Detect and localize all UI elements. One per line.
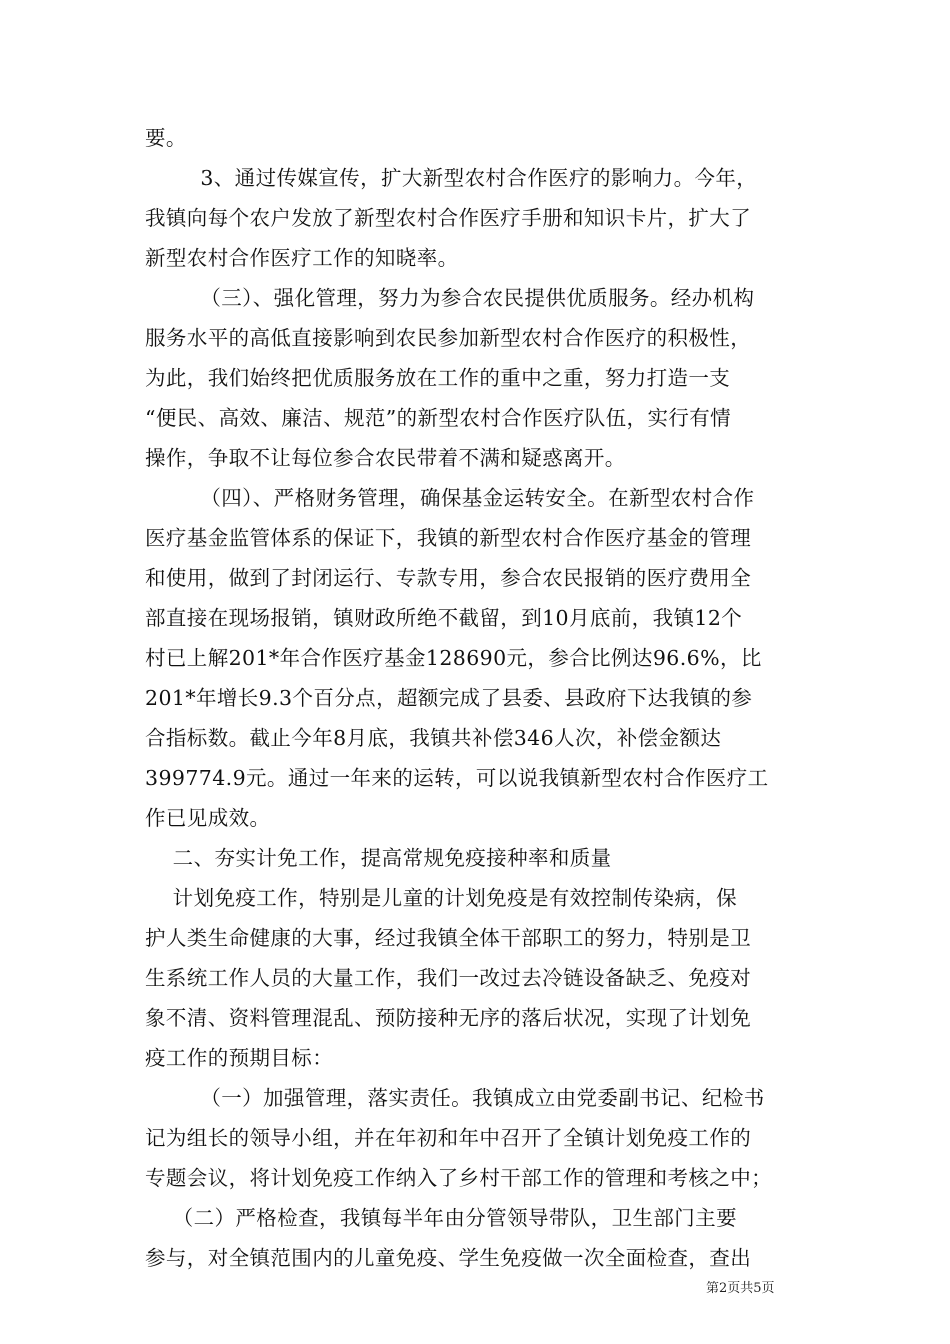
paragraph-line: 作已见成效。 (145, 806, 271, 830)
paragraph-line: 为此，我们始终把优质服务放在工作的重中之重，努力打造一支 (145, 366, 731, 390)
page-number: 第2页共5页 (706, 1281, 775, 1296)
paragraph-line: 村已上解201*年合作医疗基金128690元，参合比例达96.6%，比 (145, 646, 762, 670)
paragraph-line: （三）、强化管理，努力为参合农民提供优质服务。经办机构 (145, 286, 755, 310)
paragraph-line: 要。 (145, 126, 187, 150)
paragraph-line: 象不清、资料管理混乱、预防接种无序的落后状况，实现了计划免 (145, 1006, 752, 1030)
paragraph-line: 参与，对全镇范围内的儿童免疫、学生免疫做一次全面检查，查出 (145, 1246, 752, 1270)
paragraph-line: 我镇向每个农户发放了新型农村合作医疗手册和知识卡片，扩大了 (145, 206, 752, 230)
paragraph-line: 新型农村合作医疗工作的知晓率。 (145, 246, 459, 270)
paragraph-line: 3、通过传媒宣传，扩大新型农村合作医疗的影响力。今年， (145, 166, 758, 190)
paragraph-line: 疫工作的预期目标： (145, 1046, 334, 1070)
paragraph-line: （四）、严格财务管理，确保基金运转安全。在新型农村合作 (145, 486, 755, 510)
paragraph-line: “便民、高效、廉洁、规范”的新型农村合作医疗队伍，实行有情 (145, 406, 732, 430)
paragraph-line: 部直接在现场报销，镇财政所绝不截留，到10月底前，我镇12个 (145, 606, 743, 630)
paragraph-line: 201*年增长9.3个百分点，超额完成了县委、县政府下达我镇的参 (145, 686, 753, 710)
paragraph-line: 生系统工作人员的大量工作，我们一改过去冷链设备缺乏、免疫对 (145, 966, 752, 990)
paragraph-line: 合指标数。截止今年8月底，我镇共补偿346人次，补偿金额达 (145, 726, 722, 750)
paragraph-line: 医疗基金监管体系的保证下，我镇的新型农村合作医疗基金的管理 (145, 526, 752, 550)
paragraph-line: 399774.9元。通过一年来的运转，可以说我镇新型农村合作医疗工 (145, 766, 769, 790)
paragraph-line: 服务水平的高低直接影响到农民参加新型农村合作医疗的积极性， (145, 326, 752, 350)
paragraph-line: （一）加强管理，落实责任。我镇成立由党委副书记、纪检书 (145, 1086, 765, 1110)
paragraph-line: 护人类生命健康的大事，经过我镇全体干部职工的努力，特别是卫 (145, 926, 752, 950)
paragraph-line: 记为组长的领导小组，并在年初和年中召开了全镇计划免疫工作的 (145, 1126, 752, 1150)
paragraph-line: 和使用，做到了封闭运行、专款专用，参合农民报销的医疗费用全 (145, 566, 752, 590)
paragraph-line: 专题会议，将计划免疫工作纳入了乡村干部工作的管理和考核之中； (145, 1166, 772, 1190)
paragraph-line: （二）严格检查，我镇每半年由分管领导带队，卫生部门主要 (145, 1206, 737, 1230)
section-heading: 二、夯实计免工作，提高常规免疫接种率和质量 (145, 846, 612, 870)
document-body (145, 118, 809, 1278)
paragraph-line: 操作，争取不让每位参合农民带着不满和疑惑离开。 (145, 446, 626, 470)
paragraph-line: 计划免疫工作，特别是儿童的计划免疫是有效控制传染病，保 (145, 886, 737, 910)
